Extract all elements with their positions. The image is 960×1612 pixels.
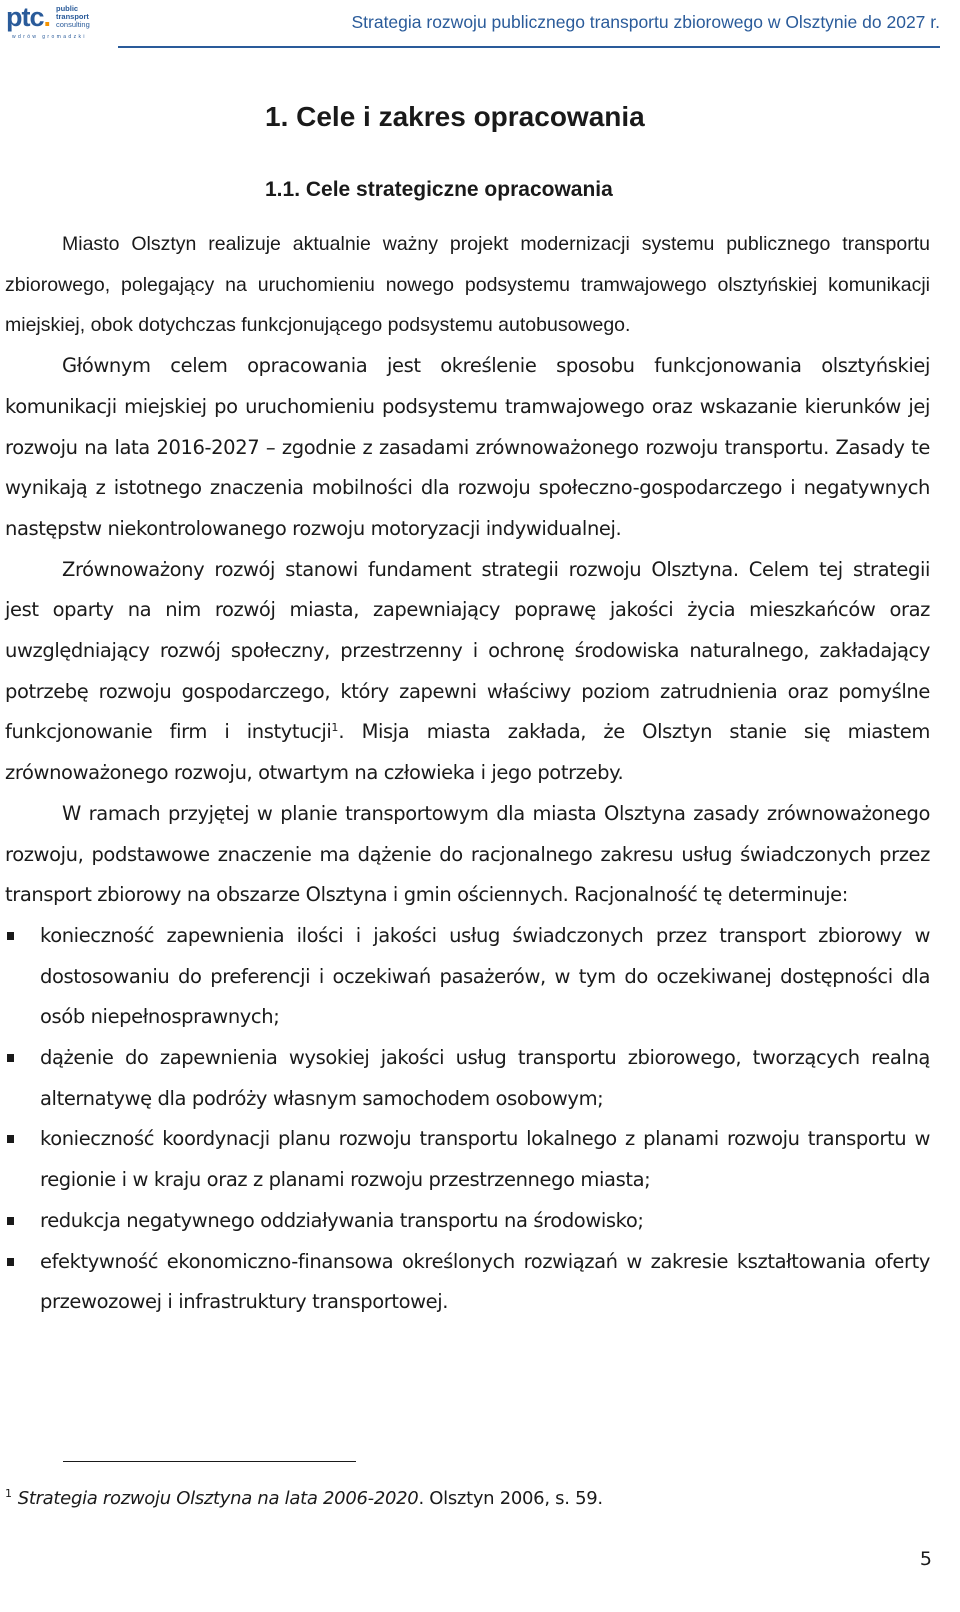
logo-wordmark: ptc.: [6, 2, 51, 32]
determinants-list: [5, 916, 930, 1323]
section-heading: 1.1. Cele strategiczne opracowania: [265, 178, 613, 201]
square-bullet-icon: [7, 1135, 14, 1143]
page-header: [0, 0, 960, 50]
square-bullet-icon: [7, 1217, 14, 1225]
list-item: redukcja negatywnego oddziaływania transportu na środowisko;: [5, 1201, 930, 1242]
footnote-title: Strategia rozwoju Olsztyna na lata 2006-2020: [17, 1488, 419, 1509]
footnote-separator: [63, 1461, 356, 1462]
page-number: 5: [919, 1548, 932, 1570]
list-item: efektywność ekonomiczno-finansowa określonych rozwiązań w zakresie kształtowania oferty przewozowej i infrastruktury transportowej.: [5, 1242, 930, 1323]
logo-tagline: public transport consulting: [56, 4, 90, 29]
header-divider: [118, 46, 940, 48]
footnote: $^1$ Strategia rozwoju Olsztyna na lata 2006-2020. Olsztyn 2006, s. 59.: [5, 1487, 603, 1509]
list-item: konieczność zapewnienia ilości i jakości usług świadczonych przez transport zbiorowy w dostosowaniu do preferencji i oczekiwań pasażerów, w tym do oczekiwanej dostępności dla osób niepełnosprawnych;: [5, 916, 930, 1038]
paragraph: Głównym celem opracowania jest określenie sposobu funkcjonowania olsztyńskiej komunikacji miejskiej po uruchomieniu podsystemu tramwajowego oraz wskazanie kierunków jej rozwoju na lata 2016-2027 – zgodnie z zasadami zrównoważonego rozwoju transportu. Zasady te wynikają z istotnego znaczenia mobilności dla rozwoju społeczno-gospodarczego i negatywnych następstw niekontrolowanego rozwoju motoryzacji indywidualnej.: [5, 354, 930, 540]
paragraph: Miasto Olsztyn realizuje aktualnie ważny projekt modernizacji systemu publicznego transportu zbiorowego, polegający na uruchomieniu nowego podsystemu tramwajowego olsztyńskiej komunikacji miejskiej, obok dotychczas funkcjonującego podsystemu autobusowego.: [5, 233, 930, 337]
logo-subline: wdrów gromadzki: [12, 34, 87, 40]
ptc-logo: [6, 4, 116, 40]
footnote-mark: 1: [5, 1487, 12, 1500]
square-bullet-icon: [7, 932, 14, 940]
body-text: [5, 224, 930, 1323]
running-header-title: Strategia rozwoju publicznego transportu zbiorowego w Olsztynie do 2027 r.: [351, 12, 940, 32]
footnote-reference[interactable]: 1: [331, 721, 339, 735]
list-item: dążenie do zapewnienia wysokiej jakości usług transportu zbiorowego, tworzących realną alternatywę dla podróży własnym samochodem osobowym;: [5, 1038, 930, 1119]
square-bullet-icon: [7, 1258, 14, 1266]
paragraph: W ramach przyjętej w planie transportowym dla miasta Olsztyna zasady zrównoważonego rozwoju, podstawowe znaczenie ma dążenie do racjonalnego zakresu usług świadczonych przez transport zbiorowy na obszarze Olsztyna i gmin ościennych. Racjonalność tę determinuje:: [5, 801, 930, 907]
square-bullet-icon: [7, 1054, 14, 1062]
list-item: konieczność koordynacji planu rozwoju transportu lokalnego z planami rozwoju transportu w regionie i w kraju oraz z planami rozwoju przestrzennego miasta;: [5, 1119, 930, 1200]
chapter-heading: 1. Cele i zakres opracowania: [265, 101, 645, 132]
paragraph: Zrównoważony rozwój stanowi fundament strategii rozwoju Olsztyna. Celem tej strategii jest oparty na nim rozwój miasta, zapewniający poprawę jakości życia mieszkańców oraz uwzględniający rozwój społeczny, przestrzenny i ochronę środowiska naturalnego, zakładający potrzebę rozwoju gospodarczego, który zapewni właściwy poziom zatrudnienia oraz pomyślne funkcjonowanie firm i instytucji$^1$. Misja miasta zakłada, że Olsztyn stanie się miastem zrównoważonego rozwoju, otwartym na człowieka i jego potrzeby.: [5, 557, 930, 785]
